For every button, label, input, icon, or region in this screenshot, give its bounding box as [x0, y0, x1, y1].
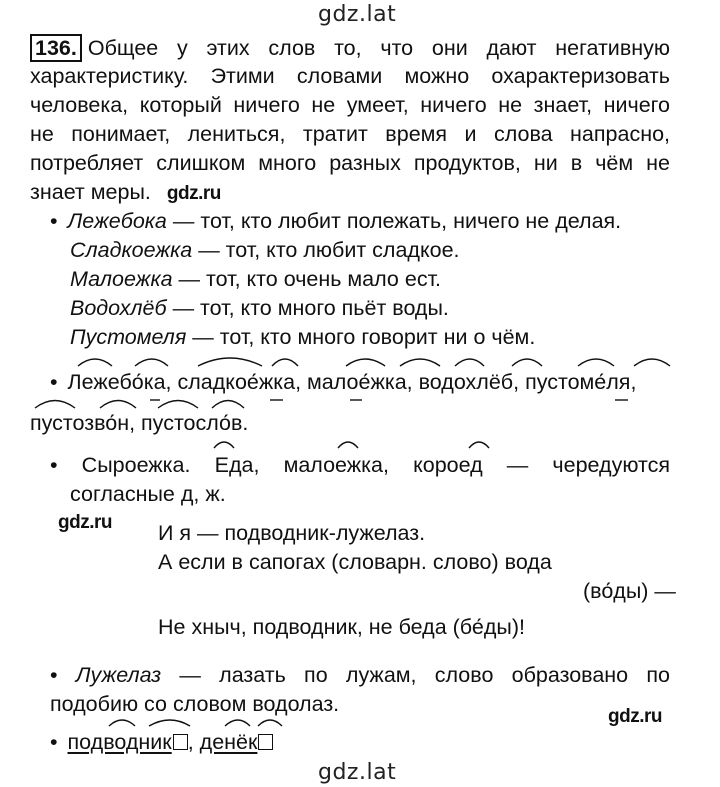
- morpheme-words: Лежебо́ка, сладкое́жка, малое́жка, водохлёб, пустоме́ля,: [67, 370, 637, 394]
- definition-word: Пустомеля: [70, 325, 187, 349]
- intro-line-4: не понимает, лениться, тратит время и слова напрасно,: [30, 122, 670, 146]
- definition-word: Сладкоежка: [70, 238, 193, 262]
- intro-line-3: человека, который ничего не умеет, ничего не знает, ничего: [30, 93, 670, 117]
- luzhelaz-line-1: • Лужелаз — лазать по лужам, слово образовано по: [50, 663, 670, 687]
- poem-line-3: (во́ды) —: [583, 579, 676, 603]
- bullet: •: [50, 209, 58, 233]
- definition-word: Водохлёб: [70, 296, 167, 320]
- watermark-bottom: gdz.lat: [318, 760, 397, 785]
- definition-4: Водохлёб — тот, кто много пьёт воды.: [70, 296, 449, 320]
- watermark-small-1: gdz.ru: [166, 183, 221, 204]
- zero-ending-box: [258, 734, 273, 750]
- morphemes-line-1: • Лежебо́ка, сладкое́жка, малое́жка, водохлёб, пустоме́ля,: [50, 370, 637, 394]
- morphemes-line-2: пустозво́н, пустосло́в.: [30, 411, 249, 435]
- last-word-2: денёк: [199, 730, 258, 754]
- intro-line-6: знает меры. gdz.ru: [30, 180, 221, 204]
- definition-1: • Лежебока — тот, кто любит полежать, ничего не делая.: [50, 209, 622, 233]
- last-line: • подводник , денёк: [50, 729, 273, 755]
- zero-ending-box: [173, 734, 188, 750]
- luzhelaz-line-2: подобию со словом водолаз.: [50, 692, 340, 716]
- definition-word: Лежебока: [67, 209, 167, 233]
- watermark-small-3: gdz.ru: [608, 706, 662, 727]
- poem-line-2: А если в сапогах (словарн. слово) вода: [158, 550, 552, 574]
- intro-line-1: 136. Общее у этих слов то, что они дают негативную: [30, 34, 670, 62]
- last-word-1: подводник: [67, 730, 172, 754]
- watermark-top: gdz.lat: [318, 2, 397, 27]
- poem-line-4: Не хныч, подводник, не беда (бе́ды)!: [158, 615, 525, 639]
- alternation-line-1: • Сыроежка. Еда, малоежка, короед — чередуются: [50, 453, 670, 477]
- definition-3: Малоежка — тот, кто очень мало ест.: [70, 267, 442, 291]
- exercise-number: 136.: [30, 34, 82, 62]
- poem-line-1: И я — подводник-лужелаз.: [158, 521, 426, 545]
- definition-word: Малоежка: [70, 267, 173, 291]
- intro-line-2: характеристику. Этими словами можно охарактеризовать: [30, 64, 670, 88]
- alternation-line-2: согласные д, ж.: [70, 482, 226, 506]
- definition-2: Сладкоежка — тот, кто любит сладкое.: [70, 238, 460, 262]
- watermark-small-2: gdz.ru: [58, 512, 112, 533]
- intro-line-5: потребляет слишком много разных продуктов, ни в чём не: [30, 151, 670, 175]
- definition-5: Пустомеля — тот, кто много говорит ни о чём.: [70, 325, 536, 349]
